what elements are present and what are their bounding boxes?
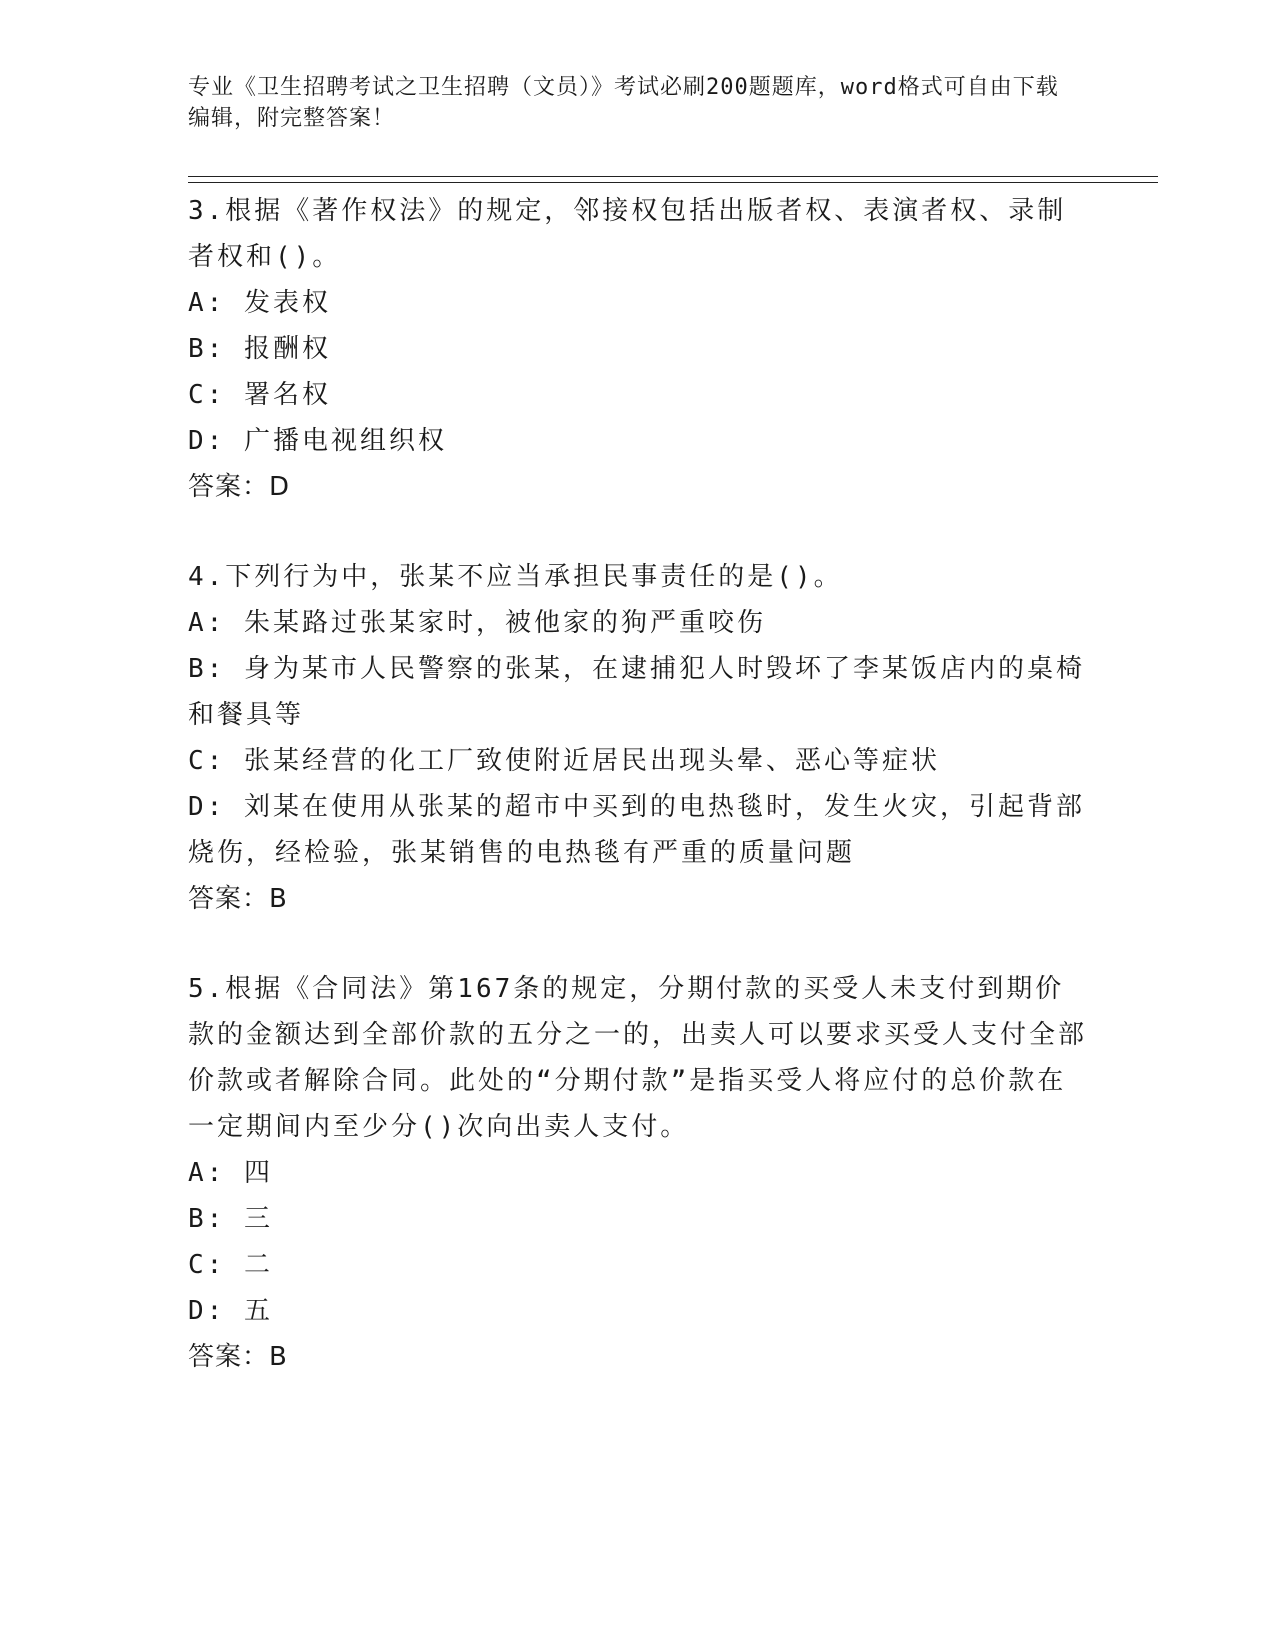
option-d: D: 刘某在使用从张某的超市中买到的电热毯时，发生火灾，引起背部烧伤，经检验，张某销售的电热毯有严重的质量问题 bbox=[188, 792, 1085, 868]
option-a: A: 四 bbox=[188, 1158, 273, 1188]
option-c: C: 二 bbox=[188, 1250, 273, 1280]
question-stem: 3.根据《著作权法》的规定，邻接权包括出版者权、表演者权、录制者权和()。 bbox=[188, 196, 1067, 272]
option-d: D: 广播电视组织权 bbox=[188, 426, 447, 456]
option-b: B: 三 bbox=[188, 1204, 273, 1234]
question-list bbox=[188, 188, 1088, 1408]
answer-line: 答案：D bbox=[188, 472, 291, 502]
answer-line: 答案：B bbox=[188, 884, 288, 914]
option-b: B: 报酬权 bbox=[188, 334, 331, 364]
header-rule-bottom bbox=[188, 182, 1158, 183]
question-3 bbox=[188, 188, 1088, 510]
option-c: C: 署名权 bbox=[188, 380, 331, 410]
option-b: B: 身为某市人民警察的张某，在逮捕犯人时毁坏了李某饭店内的桌椅和餐具等 bbox=[188, 654, 1085, 730]
question-stem: 5.根据《合同法》第167条的规定，分期付款的买受人未支付到期价款的金额达到全部价款的五分之一的，出卖人可以要求买受人支付全部价款或者解除合同。此处的“分期付款”是指买受人将应付的总价款在一定期间内至少分()次向出卖人支付。 bbox=[188, 974, 1088, 1142]
document-header: 专业《卫生招聘考试之卫生招聘（文员）》考试必刷200题题库，word格式可自由下载编辑，附完整答案！ bbox=[188, 75, 1059, 131]
question-stem: 4.下列行为中，张某不应当承担民事责任的是()。 bbox=[188, 562, 843, 592]
header-rule-top bbox=[188, 176, 1158, 177]
question-4 bbox=[188, 554, 1088, 922]
option-c: C: 张某经营的化工厂致使附近居民出现头晕、恶心等症状 bbox=[188, 746, 940, 776]
question-5 bbox=[188, 966, 1088, 1380]
answer-line: 答案：B bbox=[188, 1342, 288, 1372]
option-a: A: 发表权 bbox=[188, 288, 331, 318]
option-a: A: 朱某路过张某家时，被他家的狗严重咬伤 bbox=[188, 608, 766, 638]
option-d: D: 五 bbox=[188, 1296, 273, 1326]
